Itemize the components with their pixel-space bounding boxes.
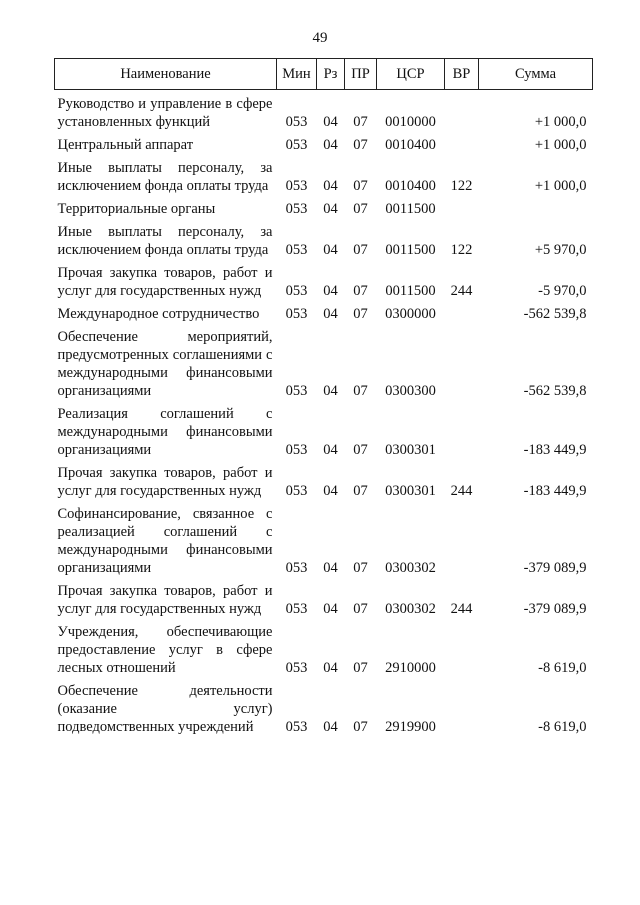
cell-min: 053 [285, 560, 308, 576]
table-row [55, 323, 593, 400]
cell-csr: 0011500 [385, 283, 436, 299]
table-row [55, 500, 593, 577]
cell-name: Территориальные органы [57, 201, 216, 217]
cell-min: 053 [285, 601, 308, 617]
cell-min: 053 [285, 114, 308, 130]
table-header-row [55, 59, 593, 90]
budget-table [54, 58, 593, 736]
cell-pr: 07 [353, 483, 368, 499]
column-header-name: Наименование [55, 59, 277, 90]
cell-name: Иные выплаты персоналу, за исключением фонда оплаты труда [57, 224, 273, 258]
cell-rz: 04 [323, 201, 338, 217]
cell-vr [445, 131, 479, 154]
cell-name: Прочая закупка товаров, работ и услуг для государственных нужд [57, 265, 273, 299]
cell-name: Обеспечение деятельности (оказание услуг) подведомственных учреждений [57, 683, 273, 735]
cell-pr: 07 [353, 560, 368, 576]
cell-name: Прочая закупка товаров, работ и услуг для государственных нужд [57, 583, 273, 617]
cell-vr: 244 [450, 601, 473, 617]
table-row [55, 218, 593, 259]
cell-min: 053 [285, 383, 308, 399]
cell-name: Реализация соглашений с международными финансовыми организациями [57, 406, 273, 458]
cell-vr: 122 [450, 242, 473, 258]
cell-min: 053 [285, 137, 308, 153]
cell-csr: 0010400 [385, 137, 436, 153]
table-row [55, 300, 593, 323]
cell-name: Руководство и управление в сфере установленных функций [57, 96, 273, 130]
cell-sum: -379 089,9 [523, 601, 587, 617]
table-row [55, 131, 593, 154]
cell-pr: 07 [353, 114, 368, 130]
cell-name: Софинансирование, связанное с реализацией соглашений с международными финансовыми организациями [57, 506, 273, 576]
page-number: 49 [312, 30, 328, 46]
cell-pr: 07 [353, 660, 368, 676]
table-row [55, 195, 593, 218]
cell-rz: 04 [323, 383, 338, 399]
cell-csr: 0300301 [385, 442, 436, 458]
table-row [55, 618, 593, 677]
table-row [55, 400, 593, 459]
cell-pr: 07 [353, 601, 368, 617]
cell-sum [479, 195, 593, 218]
cell-sum: +1 000,0 [534, 137, 587, 153]
cell-csr: 2919900 [385, 719, 436, 735]
cell-rz: 04 [323, 306, 338, 322]
cell-vr [445, 500, 479, 577]
table-row [55, 459, 593, 500]
cell-vr [445, 90, 479, 132]
cell-vr [445, 195, 479, 218]
cell-pr: 07 [353, 242, 368, 258]
cell-min: 053 [285, 719, 308, 735]
cell-vr [445, 400, 479, 459]
cell-sum: -183 449,9 [523, 483, 587, 499]
cell-rz: 04 [323, 137, 338, 153]
cell-vr: 122 [450, 178, 473, 194]
cell-name: Иные выплаты персоналу, за исключением фонда оплаты труда [57, 160, 273, 194]
column-header-vr: ВР [445, 59, 479, 90]
cell-sum: -379 089,9 [523, 560, 587, 576]
cell-min: 053 [285, 442, 308, 458]
column-header-sum: Сумма [479, 59, 593, 90]
cell-sum: -183 449,9 [523, 442, 587, 458]
cell-min: 053 [285, 201, 308, 217]
cell-csr: 0011500 [385, 242, 436, 258]
cell-vr [445, 300, 479, 323]
cell-sum: +5 970,0 [534, 242, 587, 258]
cell-csr: 0010400 [385, 178, 436, 194]
table-row [55, 90, 593, 132]
cell-csr: 0300000 [385, 306, 436, 322]
cell-sum: -8 619,0 [538, 660, 587, 676]
cell-min: 053 [285, 306, 308, 322]
cell-name: Учреждения, обеспечивающие предоставление услуг в сфере лесных отношений [57, 624, 273, 676]
cell-name: Центральный аппарат [57, 137, 194, 153]
cell-pr: 07 [353, 137, 368, 153]
cell-csr: 2910000 [385, 660, 436, 676]
cell-vr [445, 323, 479, 400]
column-header-pr: ПР [345, 59, 377, 90]
cell-rz: 04 [323, 442, 338, 458]
cell-min: 053 [285, 483, 308, 499]
table-row [55, 259, 593, 300]
cell-pr: 07 [353, 201, 368, 217]
column-header-min: Мин [277, 59, 317, 90]
cell-csr: 0011500 [385, 201, 436, 217]
cell-rz: 04 [323, 719, 338, 735]
cell-sum: -8 619,0 [538, 719, 587, 735]
cell-csr: 0010000 [385, 114, 436, 130]
cell-name: Международное сотрудничество [57, 306, 260, 322]
cell-rz: 04 [323, 601, 338, 617]
cell-pr: 07 [353, 283, 368, 299]
cell-sum: -5 970,0 [538, 283, 587, 299]
cell-pr: 07 [353, 306, 368, 322]
cell-pr: 07 [353, 442, 368, 458]
cell-vr [445, 677, 479, 736]
cell-min: 053 [285, 242, 308, 258]
cell-sum: +1 000,0 [534, 114, 587, 130]
cell-csr: 0300301 [385, 483, 436, 499]
table-row [55, 154, 593, 195]
cell-rz: 04 [323, 242, 338, 258]
cell-rz: 04 [323, 483, 338, 499]
cell-vr: 244 [450, 483, 473, 499]
column-header-rz: Рз [317, 59, 345, 90]
cell-csr: 0300300 [385, 383, 436, 399]
cell-csr: 0300302 [385, 601, 436, 617]
cell-sum: -562 539,8 [523, 383, 587, 399]
cell-vr: 244 [450, 283, 473, 299]
cell-min: 053 [285, 660, 308, 676]
cell-pr: 07 [353, 719, 368, 735]
cell-csr: 0300302 [385, 560, 436, 576]
cell-sum: +1 000,0 [534, 178, 587, 194]
cell-name: Обеспечение мероприятий, предусмотренных соглашениями с международными финансовыми организациями [57, 329, 273, 399]
cell-rz: 04 [323, 283, 338, 299]
cell-pr: 07 [353, 178, 368, 194]
cell-sum: -562 539,8 [523, 306, 587, 322]
cell-min: 053 [285, 283, 308, 299]
cell-vr [445, 618, 479, 677]
cell-min: 053 [285, 178, 308, 194]
cell-rz: 04 [323, 660, 338, 676]
cell-rz: 04 [323, 114, 338, 130]
cell-name: Прочая закупка товаров, работ и услуг для государственных нужд [57, 465, 273, 499]
cell-rz: 04 [323, 560, 338, 576]
column-header-csr: ЦСР [377, 59, 445, 90]
cell-pr: 07 [353, 383, 368, 399]
table-row [55, 677, 593, 736]
cell-rz: 04 [323, 178, 338, 194]
table-row [55, 577, 593, 618]
